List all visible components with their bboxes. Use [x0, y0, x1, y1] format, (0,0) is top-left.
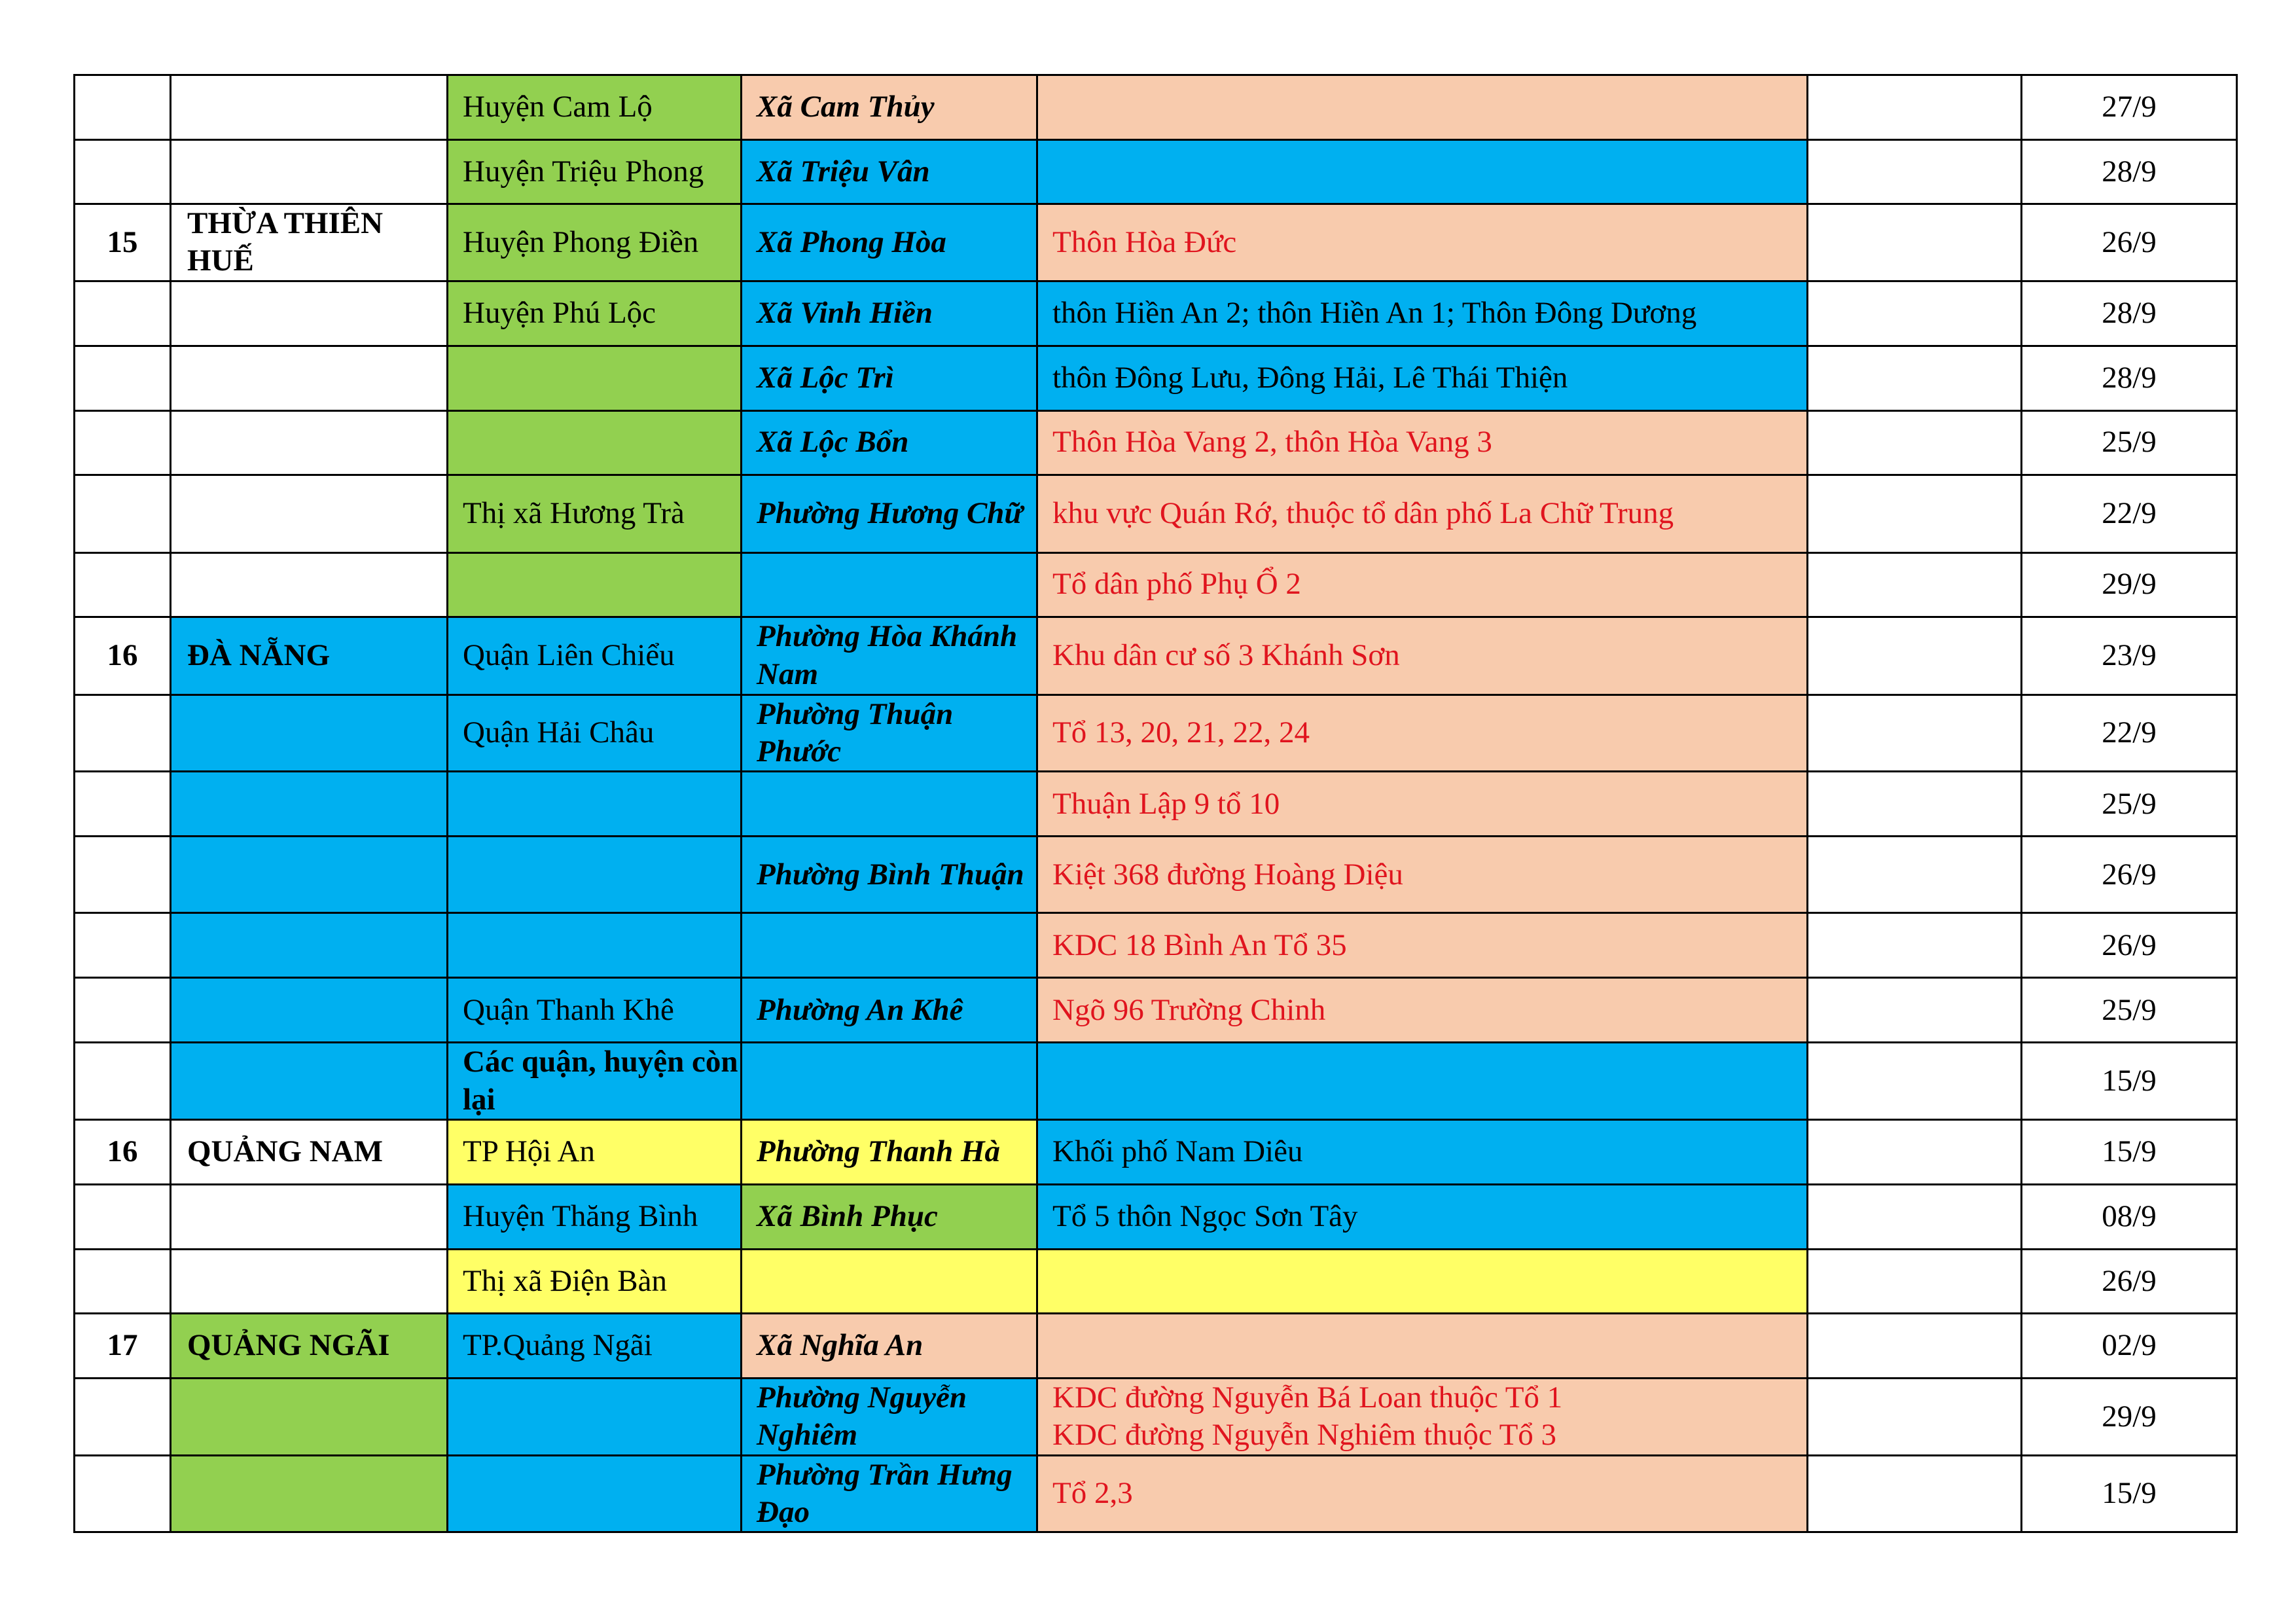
province-cell: ĐÀ NẴNG	[171, 617, 448, 695]
district-cell: Thị xã Điện Bàn	[448, 1249, 742, 1313]
area-line: Tổ 5 thôn Ngọc Sơn Tây	[1052, 1199, 1358, 1234]
ward-cell	[742, 1043, 1037, 1120]
row-number-cell	[75, 75, 171, 140]
table-row	[75, 1378, 2237, 1455]
empty-cell	[1808, 978, 2022, 1043]
row-number-cell: 16	[75, 1119, 171, 1184]
table-row	[75, 1043, 2237, 1120]
table-row	[75, 475, 2237, 552]
district-cell	[448, 346, 742, 410]
empty-cell	[1808, 410, 2022, 475]
area-cell	[1037, 1378, 1808, 1455]
district-cell: Quận Hải Châu	[448, 695, 742, 772]
area-cell	[1037, 1043, 1808, 1120]
empty-cell	[1808, 1455, 2022, 1532]
area-cell	[1037, 75, 1808, 140]
date-cell: 29/9	[2022, 1378, 2237, 1455]
ward-cell: Xã Bình Phục	[742, 1184, 1037, 1249]
row-number-cell	[75, 695, 171, 772]
area-cell	[1037, 281, 1808, 346]
table-row	[75, 410, 2237, 475]
province-cell: THỪA THIÊN HUẾ	[171, 204, 448, 281]
date-cell: 25/9	[2022, 772, 2237, 837]
ward-cell: Xã Phong Hòa	[742, 204, 1037, 281]
area-cell	[1037, 1184, 1808, 1249]
table-row	[75, 75, 2237, 140]
table-row	[75, 1313, 2237, 1378]
table-row	[75, 1455, 2237, 1532]
empty-cell	[1808, 204, 2022, 281]
row-number-cell	[75, 978, 171, 1043]
empty-cell	[1808, 140, 2022, 204]
ward-cell: Phường Trần Hưng Đạo	[742, 1455, 1037, 1532]
area-cell	[1037, 410, 1808, 475]
row-number-cell	[75, 1455, 171, 1532]
district-cell: Huyện Cam Lộ	[448, 75, 742, 140]
province-cell: QUẢNG NAM	[171, 1119, 448, 1184]
area-line: Ngõ 96 Trường Chinh	[1052, 992, 1326, 1027]
empty-cell	[1808, 1313, 2022, 1378]
table-row	[75, 346, 2237, 410]
empty-cell	[1808, 1249, 2022, 1313]
province-cell	[171, 281, 448, 346]
area-cell	[1037, 1249, 1808, 1313]
empty-cell	[1808, 695, 2022, 772]
province-cell	[171, 346, 448, 410]
area-cell	[1037, 695, 1808, 772]
row-number-cell	[75, 475, 171, 552]
row-number-cell	[75, 346, 171, 410]
area-cell	[1037, 1455, 1808, 1532]
empty-cell	[1808, 617, 2022, 695]
empty-cell	[1808, 281, 2022, 346]
row-number-cell	[75, 410, 171, 475]
area-line: thôn Đông Lưu, Đông Hải, Lê Thái Thiện	[1052, 360, 1568, 395]
row-number-cell	[75, 1184, 171, 1249]
table-row	[75, 140, 2237, 204]
date-cell: 25/9	[2022, 410, 2237, 475]
table-row	[75, 913, 2237, 978]
district-cell: Các quận, huyện còn lại	[448, 1043, 742, 1120]
area-line: KDC 18 Bình An Tổ 35	[1052, 928, 1347, 962]
province-cell	[171, 1455, 448, 1532]
area-line: Tổ 13, 20, 21, 22, 24	[1052, 715, 1310, 750]
empty-cell	[1808, 1043, 2022, 1120]
district-cell	[448, 772, 742, 837]
ward-cell: Xã Triệu Vân	[742, 140, 1037, 204]
province-cell	[171, 410, 448, 475]
district-cell: Quận Thanh Khê	[448, 978, 742, 1043]
empty-cell	[1808, 475, 2022, 552]
date-cell: 26/9	[2022, 837, 2237, 913]
ward-cell: Phường Bình Thuận	[742, 837, 1037, 913]
row-number-cell	[75, 281, 171, 346]
row-number-cell	[75, 1043, 171, 1120]
ward-cell: Phường Thanh Hà	[742, 1119, 1037, 1184]
area-cell	[1037, 552, 1808, 617]
district-cell	[448, 1378, 742, 1455]
ward-cell: Xã Lộc Trì	[742, 346, 1037, 410]
date-cell: 15/9	[2022, 1043, 2237, 1120]
ward-cell	[742, 552, 1037, 617]
ward-cell: Phường Thuận Phước	[742, 695, 1037, 772]
ward-cell: Xã Vinh Hiền	[742, 281, 1037, 346]
province-cell: QUẢNG NGÃI	[171, 1313, 448, 1378]
ward-cell: Phường Nguyễn Nghiêm	[742, 1378, 1037, 1455]
district-cell: Thị xã Hương Trà	[448, 475, 742, 552]
district-cell: Quận Liên Chiểu	[448, 617, 742, 695]
district-cell	[448, 552, 742, 617]
province-cell	[171, 552, 448, 617]
area-line: KDC đường Nguyễn Bá Loan thuộc Tổ 1	[1052, 1380, 1563, 1415]
date-cell: 22/9	[2022, 695, 2237, 772]
area-cell	[1037, 913, 1808, 978]
date-cell: 02/9	[2022, 1313, 2237, 1378]
area-cell	[1037, 346, 1808, 410]
ward-cell: Xã Lộc Bổn	[742, 410, 1037, 475]
area-line: khu vực Quán Rớ, thuộc tổ dân phố La Chữ Trung	[1052, 496, 1674, 530]
ward-cell: Phường Hòa Khánh Nam	[742, 617, 1037, 695]
empty-cell	[1808, 75, 2022, 140]
district-cell: Huyện Phong Điền	[448, 204, 742, 281]
province-cell	[171, 772, 448, 837]
row-number-cell: 15	[75, 204, 171, 281]
area-cell	[1037, 204, 1808, 281]
area-line: Kiệt 368 đường Hoàng Diệu	[1052, 857, 1403, 892]
empty-cell	[1808, 1119, 2022, 1184]
table-row	[75, 695, 2237, 772]
province-cell	[171, 475, 448, 552]
table-row	[75, 552, 2237, 617]
area-cell	[1037, 837, 1808, 913]
row-number-cell	[75, 837, 171, 913]
area-line: Thôn Hòa Vang 2, thôn Hòa Vang 3	[1052, 425, 1492, 460]
table-row	[75, 1184, 2237, 1249]
province-cell	[171, 140, 448, 204]
area-line: KDC đường Nguyễn Nghiêm thuộc Tổ 3	[1052, 1418, 1557, 1453]
table-body	[75, 75, 2237, 1532]
table-row	[75, 1249, 2237, 1313]
province-cell	[171, 1249, 448, 1313]
province-cell	[171, 913, 448, 978]
ward-cell: Phường Hương Chữ	[742, 475, 1037, 552]
empty-cell	[1808, 552, 2022, 617]
row-number-cell	[75, 1249, 171, 1313]
row-number-cell: 16	[75, 617, 171, 695]
table-row	[75, 617, 2237, 695]
ward-cell: Xã Cam Thủy	[742, 75, 1037, 140]
area-cell	[1037, 978, 1808, 1043]
empty-cell	[1808, 1378, 2022, 1455]
date-cell: 15/9	[2022, 1455, 2237, 1532]
area-line: Khối phố Nam Diêu	[1052, 1134, 1303, 1169]
ward-cell	[742, 913, 1037, 978]
province-cell	[171, 837, 448, 913]
row-number-cell: 17	[75, 1313, 171, 1378]
district-cell: Huyện Phú Lộc	[448, 281, 742, 346]
province-cell	[171, 75, 448, 140]
area-line: Thuận Lập 9 tổ 10	[1052, 786, 1280, 821]
area-cell	[1037, 140, 1808, 204]
empty-cell	[1808, 346, 2022, 410]
row-number-cell	[75, 1378, 171, 1455]
district-cell	[448, 913, 742, 978]
province-cell	[171, 1043, 448, 1120]
empty-cell	[1808, 837, 2022, 913]
district-cell	[448, 837, 742, 913]
ward-cell	[742, 772, 1037, 837]
empty-cell	[1808, 772, 2022, 837]
area-cell	[1037, 475, 1808, 552]
table-row	[75, 772, 2237, 837]
date-cell: 28/9	[2022, 346, 2237, 410]
row-number-cell	[75, 140, 171, 204]
covid-area-table	[73, 74, 2238, 1533]
district-cell	[448, 1455, 742, 1532]
area-line: thôn Hiền An 2; thôn Hiền An 1; Thôn Đông Dương	[1052, 295, 1697, 330]
area-cell	[1037, 1313, 1808, 1378]
area-line: Tổ dân phố Phụ Ổ 2	[1052, 567, 1301, 602]
empty-cell	[1808, 1184, 2022, 1249]
ward-cell	[742, 1249, 1037, 1313]
date-cell: 25/9	[2022, 978, 2237, 1043]
row-number-cell	[75, 552, 171, 617]
district-cell: Huyện Triệu Phong	[448, 140, 742, 204]
area-line: Thôn Hòa Đức	[1052, 225, 1237, 259]
row-number-cell	[75, 913, 171, 978]
date-cell: 26/9	[2022, 913, 2237, 978]
table-row	[75, 837, 2237, 913]
district-cell	[448, 410, 742, 475]
date-cell: 28/9	[2022, 140, 2237, 204]
ward-cell: Xã Nghĩa An	[742, 1313, 1037, 1378]
area-cell	[1037, 772, 1808, 837]
date-cell: 29/9	[2022, 552, 2237, 617]
province-cell	[171, 1378, 448, 1455]
ward-cell: Phường An Khê	[742, 978, 1037, 1043]
date-cell: 27/9	[2022, 75, 2237, 140]
district-cell: TP.Quảng Ngãi	[448, 1313, 742, 1378]
area-line: Tổ 2,3	[1052, 1476, 1133, 1511]
date-cell: 23/9	[2022, 617, 2237, 695]
province-cell	[171, 978, 448, 1043]
table-row	[75, 978, 2237, 1043]
area-cell	[1037, 1119, 1808, 1184]
date-cell: 22/9	[2022, 475, 2237, 552]
date-cell: 26/9	[2022, 1249, 2237, 1313]
date-cell: 26/9	[2022, 204, 2237, 281]
district-cell: TP Hội An	[448, 1119, 742, 1184]
district-cell: Huyện Thăng Bình	[448, 1184, 742, 1249]
table-row	[75, 204, 2237, 281]
table-row	[75, 281, 2237, 346]
date-cell: 08/9	[2022, 1184, 2237, 1249]
area-cell	[1037, 617, 1808, 695]
empty-cell	[1808, 913, 2022, 978]
date-cell: 15/9	[2022, 1119, 2237, 1184]
province-cell	[171, 695, 448, 772]
area-line: Khu dân cư số 3 Khánh Sơn	[1052, 638, 1400, 672]
table-row	[75, 1119, 2237, 1184]
province-cell	[171, 1184, 448, 1249]
date-cell: 28/9	[2022, 281, 2237, 346]
row-number-cell	[75, 772, 171, 837]
